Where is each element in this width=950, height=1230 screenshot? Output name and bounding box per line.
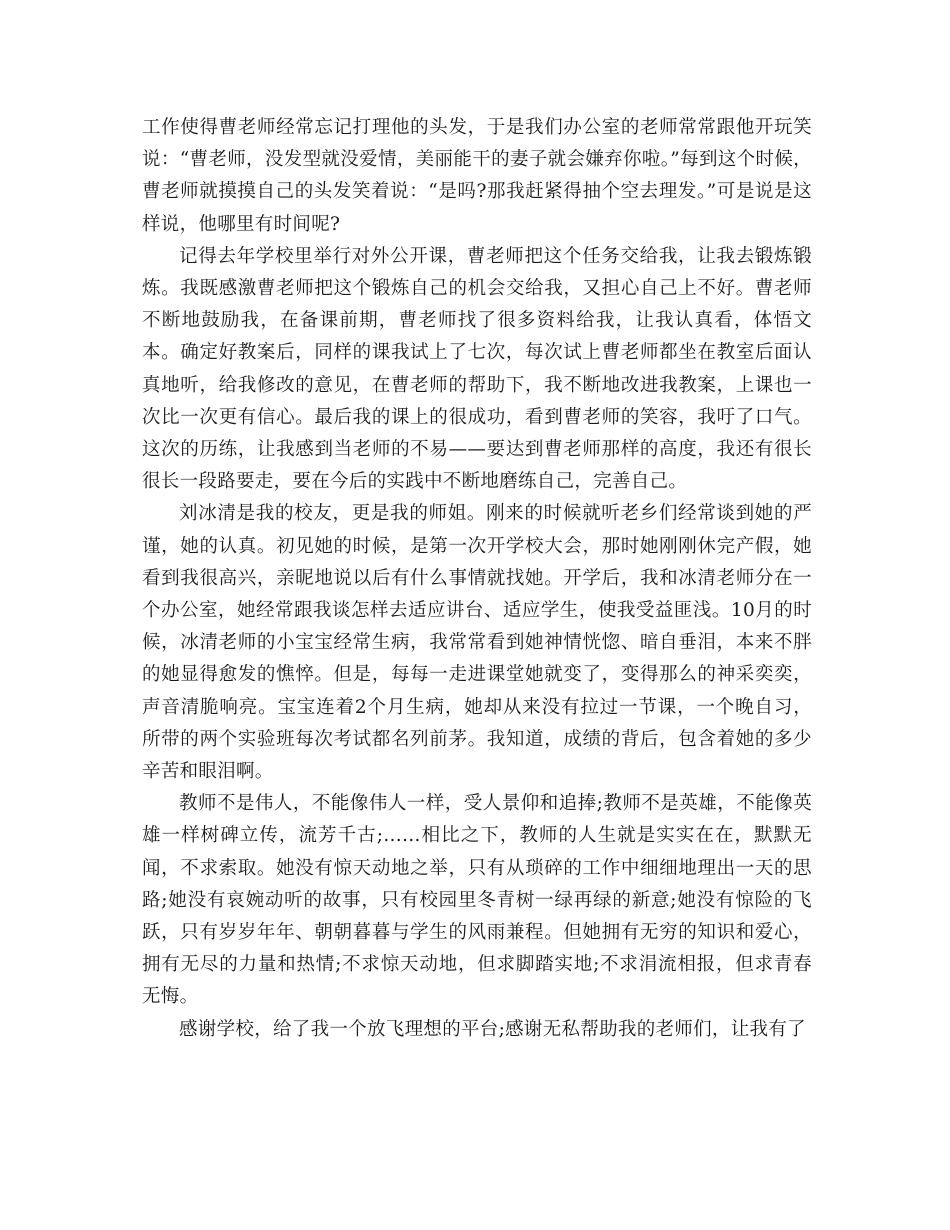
paragraph-2: 记得去年学校里举行对外公开课，曹老师把这个任务交给我，让我去锻炼锻炼。我既感激曹老师把这个锻炼自己的机会交给我，又担心自己上不好。曹老师不断地鼓励我，在备课前期，曹老师找了很多资料给我，让我认真看，体悟文本。确定好教案后，同样的课我试上了七次，每次试上曹老师都坐在教室后面认真地听，给我修改的意见，在曹老师的帮助下，我不断地改进我教案，上课也一次比一次更有信心。最后我的课上的很成功，看到曹老师的笑容，我吁了口气。这次的历练，让我感到当老师的不易——要达到曹老师那样的高度，我还有很长很长一段路要走，要在今后的实践中不断地磨练自己，完善自己。 — [142, 245, 812, 493]
paragraph-5: 感谢学校，给了我一个放飞理想的平台;感谢无私帮助我的老师们，让我有了 — [179, 1018, 806, 1040]
paragraph-1: 工作使得曹老师经常忘记打理他的头发，于是我们办公室的老师常常跟他开玩笑说：“曹老师，没发型就没爱情，美丽能干的妻子就会嫌弃你啦。”每到这个时候，曹老师就摸摸自己的头发笑着说：“是吗?那我赶紧得抽个空去理发。”可是说是这样说，他哪里有时间呢? — [142, 117, 812, 235]
paragraph-4: 教师不是伟人，不能像伟人一样，受人景仰和追捧;教师不是英雄，不能像英雄一样树碑立传，流芳千古;……相比之下，教师的人生就是实实在在，默默无闻，不求索取。她没有惊天动地之举，只有从琐碎的工作中细细地理出一天的思路;她没有哀婉动听的故事，只有校园里冬青树一绿再绿的新意;她没有惊险的飞跃，只有岁岁年年、朝朝暮暮与学生的风雨兼程。但她拥有无穷的知识和爱心，拥有无尽的力量和热情;不求惊天动地，但求脚踏实地;不求涓流相报，但求青春无悔。 — [142, 793, 812, 1008]
paragraph-3: 刘冰清是我的校友，更是我的师姐。刚来的时候就听老乡们经常谈到她的严谨，她的认真。初见她的时候，是第一次开学校大会，那时她刚刚休完产假，她看到我很高兴，亲昵地说以后有什么事情就找她。开学后，我和冰清老师分在一个办公室，她经常跟我谈怎样去适应讲台、适应学生，使我受益匪浅。10月的时候，冰清老师的小宝宝经常生病，我常常看到她神情恍惚、暗自垂泪，本来不胖的她显得愈发的憔悴。但是，每每一走进课堂她就变了，变得那么的神采奕奕，声音清脆响亮。宝宝连着2个月生病，她却从来没有拉过一节课，一个晚自习，所带的两个实验班每次考试都名列前茅。我知道，成绩的背后，包含着她的多少辛苦和眼泪啊。 — [142, 503, 812, 783]
document-page — [142, 112, 812, 1046]
